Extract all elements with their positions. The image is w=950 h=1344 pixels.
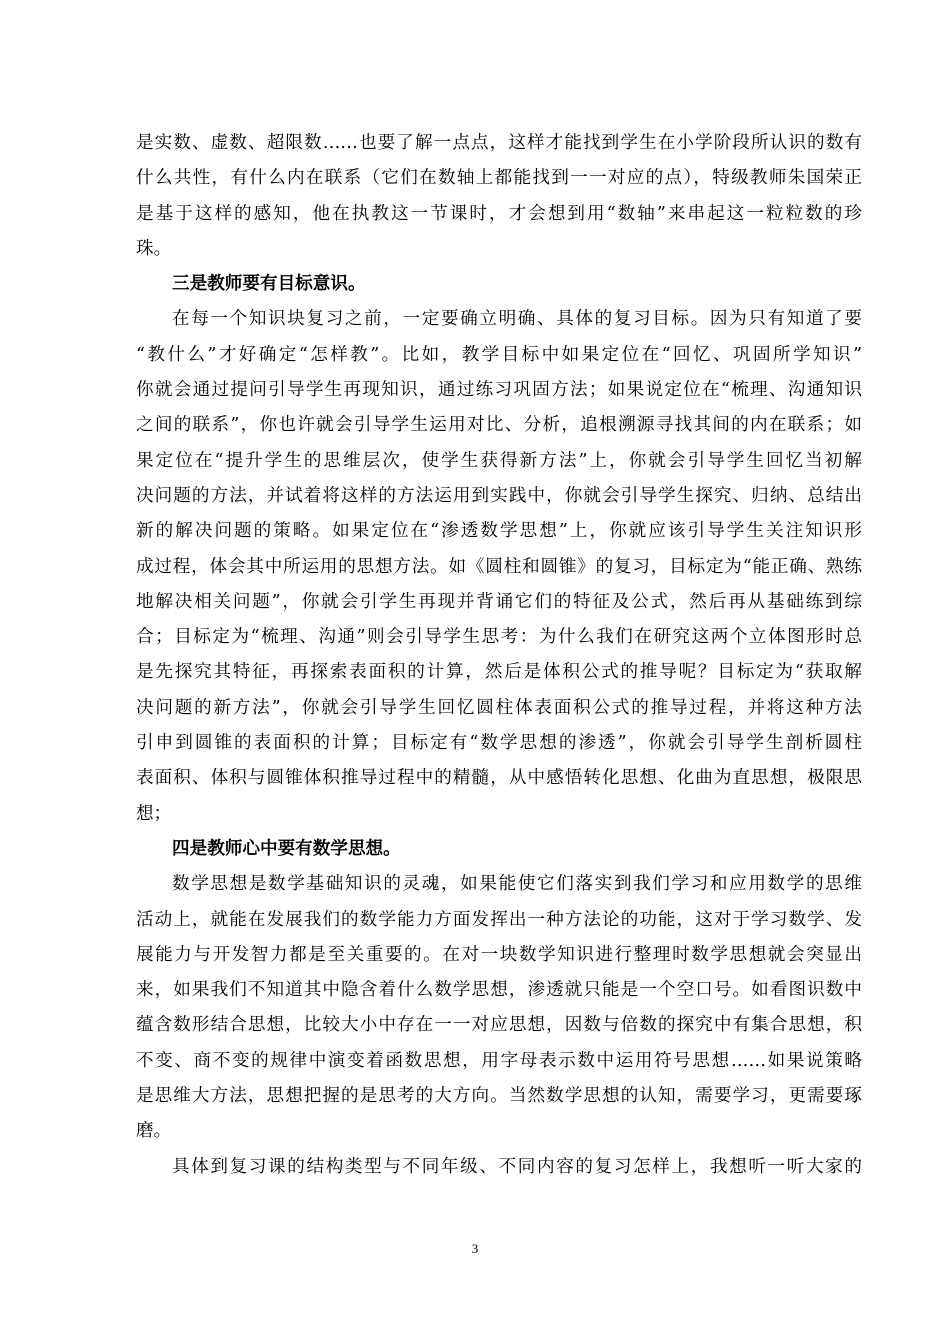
- text-line-3: 是基于这样的感知，他在执教这一节课时，才会想到用“数轴”来串起这一粒粒数的珍: [136, 203, 862, 224]
- text-line-11: 决问题的方法，并试着将这样的方法运用到实践中，你就会引导学生探究、归纳、总结出: [136, 485, 862, 506]
- text-line-26: 蕴含数形结合思想，比较大小中存在一一对应思想，因数与倍数的探究中有集合思想，积: [136, 1015, 862, 1036]
- text-line-12: 新的解决问题的策略。如果定位在“渗透数学思想”上，你就应该引导学生关注知识形: [136, 521, 862, 542]
- text-line-22: 数学思想是数学基础知识的灵魂，如果能使它们落实到我们学习和应用数学的思维: [172, 874, 862, 895]
- text-line-18: 引申到圆锥的表面积的计算；目标定有“数学思想的渗透”，你就会引导学生剖析圆柱: [136, 733, 862, 754]
- text-line-29: 磨。: [136, 1121, 172, 1142]
- text-line-25: 来，如果我们不知道其中隐含着什么数学思想，渗透就只能是一个空口号。如看图识数中: [136, 980, 862, 1001]
- section-heading-3: 三是教师要有目标意识。: [172, 274, 366, 295]
- text-line-7: “教什么”才好确定“怎样教”。比如，教学目标中如果定位在“回忆、巩固所学知识”: [136, 344, 862, 365]
- text-line-30: 具体到复习课的结构类型与不同年级、不同内容的复习怎样上，我想听一听大家的: [172, 1156, 862, 1177]
- text-line-17: 决问题的新方法”，你就会引导学生回忆圆柱体表面积公式的推导过程，并将这种方法: [136, 697, 862, 718]
- text-line-4: 珠。: [136, 238, 172, 259]
- text-line-23: 活动上，就能在发展我们的数学能力方面发挥出一种方法论的功能，这对于学习数学、发: [136, 909, 862, 930]
- text-line-6: 在每一个知识块复习之前，一定要确立明确、具体的复习目标。因为只有知道了要: [172, 309, 862, 330]
- document-body: [136, 126, 862, 1185]
- text-line-24: 展能力与开发智力都是至关重要的。在对一块数学知识进行整理时数学思想就会突显出: [136, 944, 862, 965]
- text-line-19: 表面积、体积与圆锥体积推导过程中的精髓，从中感悟转化思想、化曲为直思想，极限思: [136, 768, 862, 789]
- page-number: 3: [471, 1241, 479, 1256]
- text-line-20: 想；: [136, 803, 172, 824]
- text-line-14: 地解决相关问题”，你就会引学生再现并背诵它们的特征及公式，然后再从基础练到综: [136, 591, 862, 612]
- text-line-27: 不变、商不变的规律中演变着函数思想，用字母表示数中运用符号思想……如果说策略: [136, 1050, 862, 1071]
- text-line-9: 之间的联系”，你也许就会引导学生运用对比、分析，追根溯源寻找其间的内在联系；如: [136, 415, 862, 436]
- text-line-16: 是先探究其特征，再探索表面积的计算，然后是体积公式的推导呢？目标定为“获取解: [136, 662, 862, 683]
- text-line-1: 是实数、虚数、超限数……也要了解一点点，这样才能找到学生在小学阶段所认识的数有: [136, 133, 862, 153]
- text-line-10: 果定位在“提升学生的思维层次，使学生获得新方法”上，你就会引导学生回忆当初解: [136, 450, 862, 471]
- section-heading-4: 四是教师心中要有数学思想。: [172, 838, 401, 859]
- text-line-2: 什么共性，有什么内在联系（它们在数轴上都能找到一一对应的点），特级教师朱国荣正: [136, 168, 862, 189]
- text-line-13: 成过程，体会其中所运用的思想方法。如《圆柱和圆锥》的复习，目标定为“能正确、熟练: [136, 556, 862, 577]
- text-line-28: 是思维大方法，思想把握的是思考的大方向。当然数学思想的认知，需要学习，更需要琢: [136, 1086, 862, 1107]
- text-line-8: 你就会通过提问引导学生再现知识，通过练习巩固方法；如果说定位在“梳理、沟通知识: [136, 380, 862, 401]
- text-line-15: 合；目标定为“梳理、沟通”则会引导学生思考：为什么我们在研究这两个立体图形时总: [136, 627, 862, 648]
